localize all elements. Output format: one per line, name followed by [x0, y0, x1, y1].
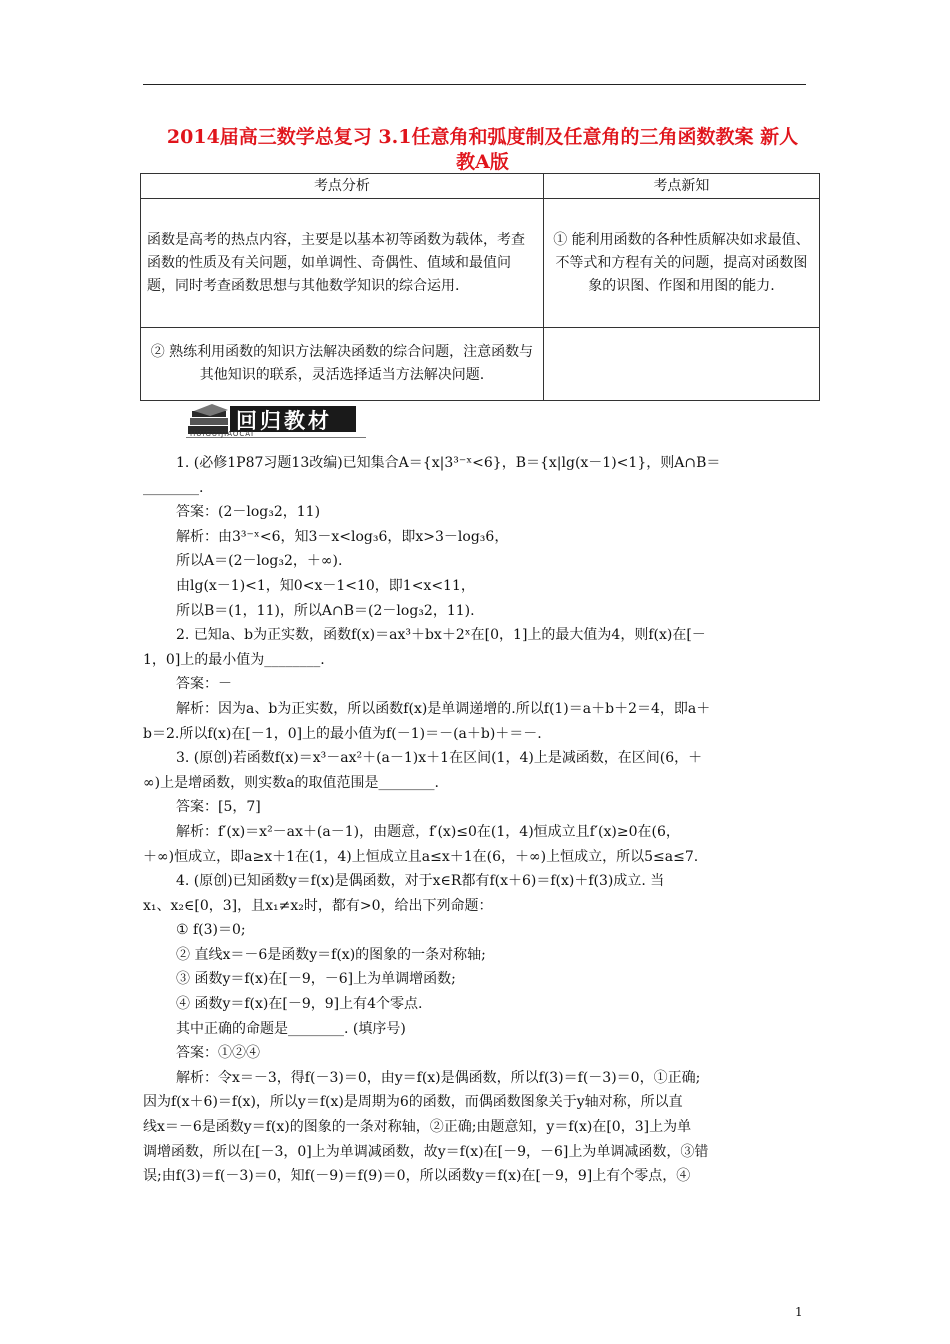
text-line: 答案：－ — [176, 676, 232, 693]
text-line: 答案：(2－log₃2，11) — [176, 504, 321, 521]
text-line: 所以A＝(2－log₃2，＋∞). — [176, 553, 343, 570]
document-title: 2014届高三数学总复习 3.1任意角和弧度制及任意角的三角函数教案 新人教A版 — [166, 126, 799, 173]
header-rule — [143, 84, 806, 85]
text-line: 2. 已知a、b为正实数，函数f(x)＝ax³＋bx＋2ˣ在[0，1]上的最大值为4，则f(x)在[－ — [176, 627, 706, 644]
text-line: 答案：①②④ — [176, 1045, 260, 1062]
table-cell-point-1: ① 能利用函数的各种性质解决如求最值、不等式和方程有关的问题，提高对函数图象的识图、作图和用图的能力. — [543, 199, 819, 328]
text-line: 解析：由3³⁻ˣ<6，知3－x<log₃6，即x>3－log₃6， — [176, 528, 509, 545]
table-cell-empty — [543, 328, 819, 401]
table-cell-point-2: ② 熟练利用函数的知识方法解决函数的综合问题，注意函数与其他知识的联系，灵活选择适当方法解决问题. — [141, 328, 544, 401]
text-line: ④ 函数y＝f(x)在[－9，9]上有4个零点. — [176, 996, 423, 1013]
text-line: 1. (必修1P87习题13改编)已知集合A＝{x|3³⁻ˣ<6}，B＝{x|lg(x－1)<1}，则A∩B＝ — [176, 455, 721, 471]
text-line: 4. (原创)已知函数y＝f(x)是偶函数，对于x∈R都有f(x＋6)＝f(x)＋f(3)成立. 当 — [176, 873, 665, 890]
page-number: 1 — [795, 1305, 803, 1319]
table-cell-analysis: 函数是高考的热点内容，主要是以基本初等函数为载体，考查函数的性质及有关问题，如单调性、奇偶性、值域和最值问题，同时考查函数思想与其他数学知识的综合运用. — [141, 199, 544, 328]
text-line: 由lg(x－1)<1，知0<x－1<10，即1<x<11， — [176, 577, 475, 594]
table-header-analysis: 考点分析 — [141, 174, 544, 199]
text-line: 解析：f′(x)＝x²－ax＋(a－1)，由题意，f′(x)≤0在(1，4)恒成立且f′(x)≥0在(6， — [176, 823, 680, 840]
text-line: ＋∞)恒成立，即a≥x＋1在(1，4)上恒成立且a≤x＋1在(6，＋∞)上恒成立，所以5≤a≤7. — [143, 848, 699, 865]
text-line: b＝2.所以f(x)在[－1，0]上的最小值为f(－1)＝－(a＋b)＋＝－. — [143, 725, 542, 742]
text-line: ③ 函数y＝f(x)在[－9，－6]上为单调增函数; — [176, 971, 456, 988]
document-body — [143, 451, 808, 1189]
section-banner-title: 回归教材 — [236, 409, 332, 433]
table-header-new-knowledge: 考点新知 — [543, 174, 819, 199]
text-line: ________. — [143, 479, 204, 496]
text-line: 其中正确的命题是________. (填序号) — [176, 1020, 406, 1037]
text-line: 线x＝－6是函数y＝f(x)的图象的一条对称轴，②正确;由题意知，y＝f(x)在[0，3]上为单 — [143, 1119, 692, 1136]
exam-points-table — [140, 173, 820, 401]
text-line: x₁、x₂∈[0，3]，且x₁≠x₂时，都有>0，给出下列命题： — [143, 897, 493, 914]
text-line: ② 直线x＝－6是函数y＝f(x)的图象的一条对称轴; — [176, 946, 486, 963]
text-line: 因为f(x＋6)＝f(x)，所以y＝f(x)是周期为6的函数，而偶函数图象关于y轴对称，所以直 — [143, 1094, 683, 1111]
section-banner-subtitle: HUIGUIJIAOCAI — [190, 430, 255, 438]
text-line: 1，0]上的最小值为________. — [143, 651, 325, 668]
text-line: 调增函数，所以在[－3，0]上为单调减函数，故y＝f(x)在[－9，－6]上为单调减函数，③错 — [143, 1143, 709, 1160]
text-line: 所以B＝(1，11)，所以A∩B＝(2－log₃2，11). — [176, 602, 475, 619]
text-line: 3. (原创)若函数f(x)＝x³－ax²＋(a－1)x＋1在区间(1，4)上是减函数，在区间(6，＋ — [176, 750, 703, 767]
text-line: 答案：[5，7] — [176, 799, 261, 816]
text-line: ① f(3)＝0; — [176, 922, 246, 939]
text-line: 解析：令x＝－3，得f(－3)＝0，由y＝f(x)是偶函数，所以f(3)＝f(－3)＝0，①正确; — [176, 1069, 701, 1086]
text-line: 误;由f(3)＝f(－3)＝0，知f(－9)＝f(9)＝0，所以函数y＝f(x)在[－9，9]上有个零点，④ — [143, 1168, 691, 1185]
text-line: 解析：因为a、b为正实数，所以函数f(x)是单调递增的.所以f(1)＝a＋b＋2＝4，即a＋ — [176, 700, 711, 717]
text-line: ∞)上是增函数，则实数a的取值范围是________. — [143, 774, 439, 791]
